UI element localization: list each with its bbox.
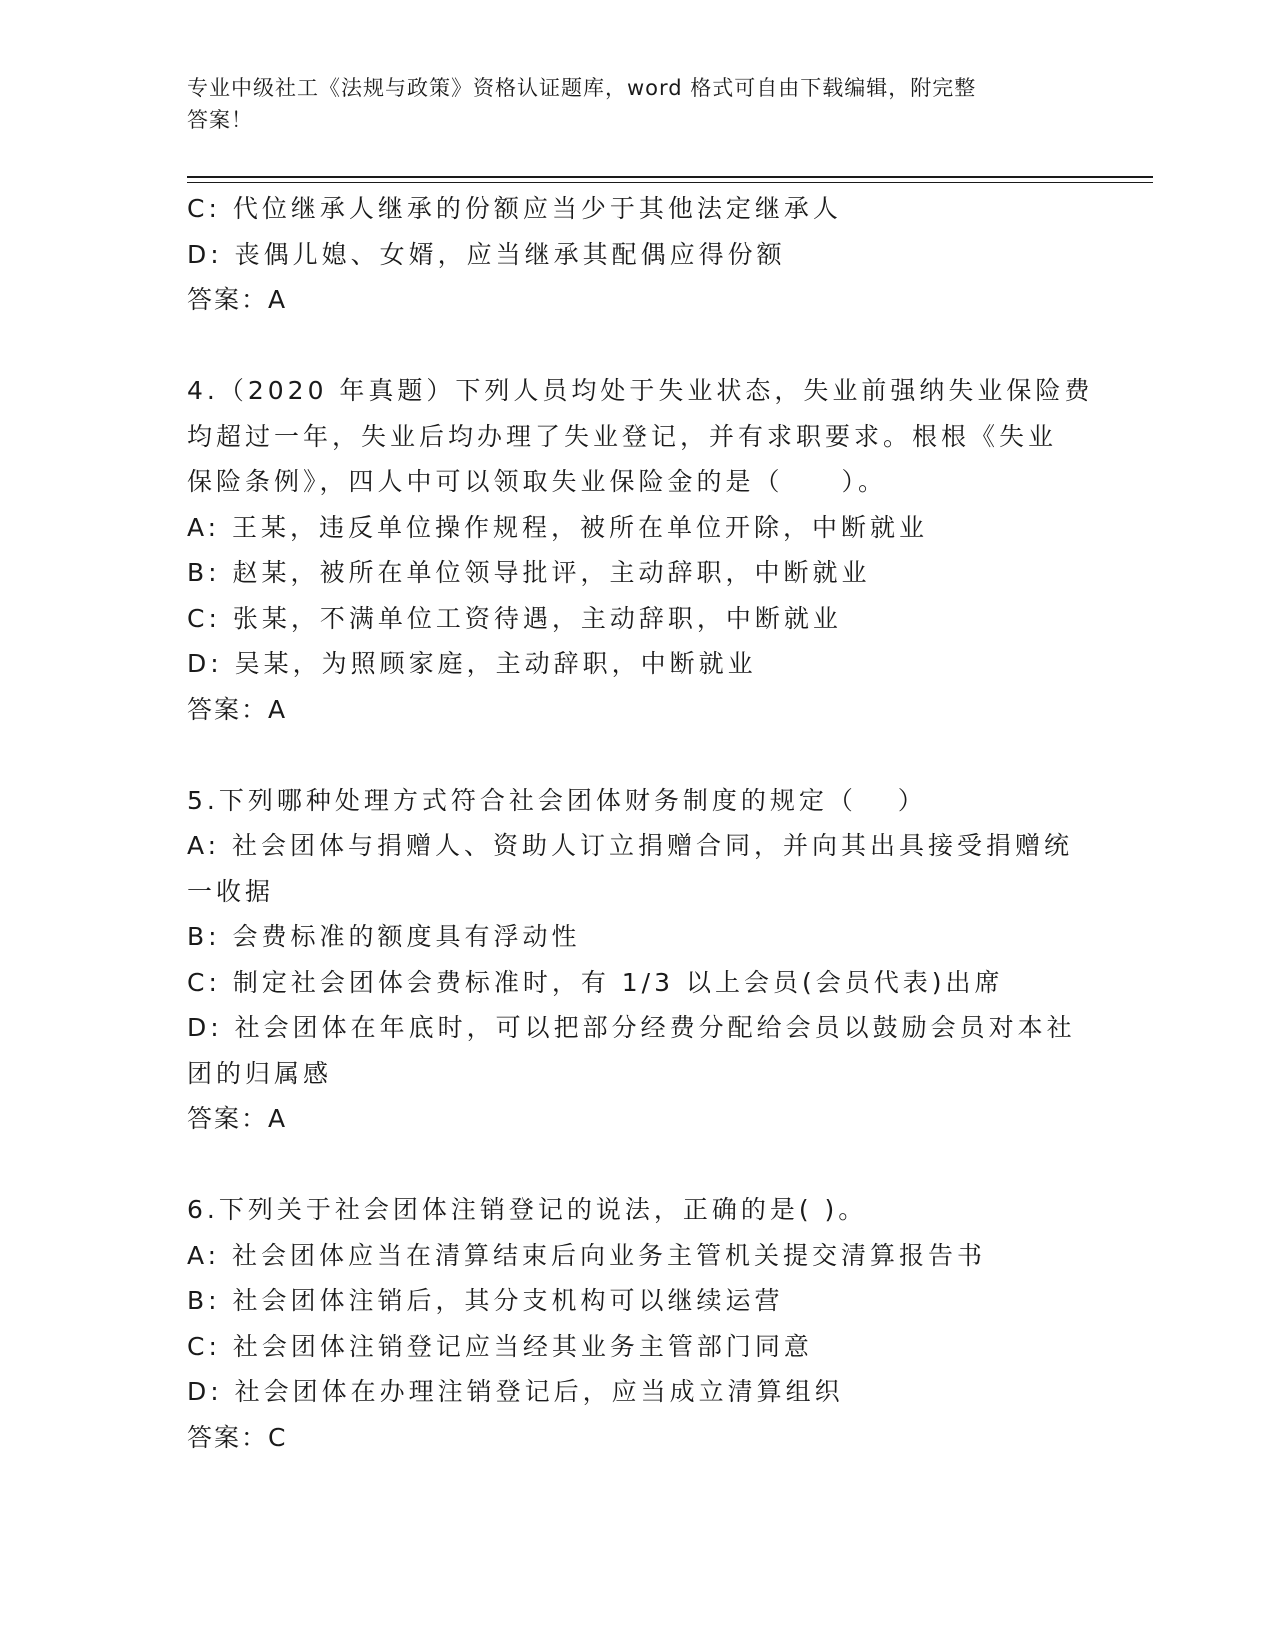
option-a: A: 社会团体应当在清算结束后向业务主管机关提交清算报告书: [187, 1240, 987, 1270]
option-c: C: 社会团体注销登记应当经其业务主管部门同意: [187, 1331, 813, 1361]
spacer: [187, 323, 1087, 369]
question-3-tail: [187, 186, 1087, 323]
question-stem: 5.下列哪种处理方式符合社会团体财务制度的规定（ ）: [187, 785, 927, 815]
option-d: D: 社会团体在办理注销登记后，应当成立清算组织: [187, 1377, 844, 1406]
answer: 答案：C: [187, 1422, 288, 1452]
option-d: D: 社会团体在年底时，可以把部分经费分配给会员以鼓励会员对本社: [187, 1013, 1076, 1042]
spacer: [187, 1142, 1087, 1188]
option-c: C: 代位继承人继承的份额应当少于其他法定继承人: [187, 194, 842, 223]
option-c: C: 张某，不满单位工资待遇，主动辞职，中断就业: [187, 603, 842, 633]
option-b: B: 赵某，被所在单位领导批评，主动辞职，中断就业: [187, 558, 871, 587]
answer: 答案：A: [187, 285, 288, 314]
question-stem-line: 保险条例》，四人中可以领取失业保险金的是（ ）。: [187, 467, 888, 496]
question-4: [187, 368, 1094, 732]
option-c: C: 制定社会团体会费标准时，有 1/3 以上会员(会员代表)出席: [187, 967, 1004, 997]
option-b: B: 会费标准的额度具有浮动性: [187, 922, 581, 951]
header-line-2: 答案！: [187, 108, 253, 132]
option-b: B: 社会团体注销后，其分支机构可以继续运营: [187, 1286, 784, 1315]
option-d: D: 丧偶儿媳、女婿，应当继承其配偶应得份额: [187, 239, 786, 269]
option-d-continued: 团的归属感: [187, 1058, 333, 1088]
spacer: [187, 732, 1087, 778]
option-a: A: 王某，违反单位操作规程，被所在单位开除，中断就业: [187, 512, 929, 542]
question-5: [187, 778, 1087, 1142]
question-stem-line: 4.（2020 年真题）下列人员均处于失业状态，失业前强纳失业保险费: [187, 376, 1094, 405]
question-stem-line: 均超过一年，失业后均办理了失业登记，并有求职要求。根根《失业: [187, 421, 1058, 451]
header-divider-thick: [187, 176, 1153, 178]
page-header: [187, 72, 1067, 136]
question-content: [187, 186, 1094, 1460]
option-a: A: 社会团体与捐赠人、资助人订立捐赠合同，并向其出具接受捐赠统: [187, 831, 1074, 860]
answer: 答案：A: [187, 694, 288, 724]
answer: 答案：A: [187, 1104, 288, 1133]
header-divider-thin: [187, 182, 1153, 183]
question-stem: 6.下列关于社会团体注销登记的说法，正确的是( )。: [187, 1195, 868, 1224]
option-a-continued: 一收据: [187, 876, 275, 906]
header-line-1: 专业中级社工《法规与政策》资格认证题库，word 格式可自由下载编辑，附完整: [187, 76, 977, 100]
question-6: [187, 1187, 1087, 1460]
option-d: D: 吴某，为照顾家庭，主动辞职，中断就业: [187, 649, 757, 678]
